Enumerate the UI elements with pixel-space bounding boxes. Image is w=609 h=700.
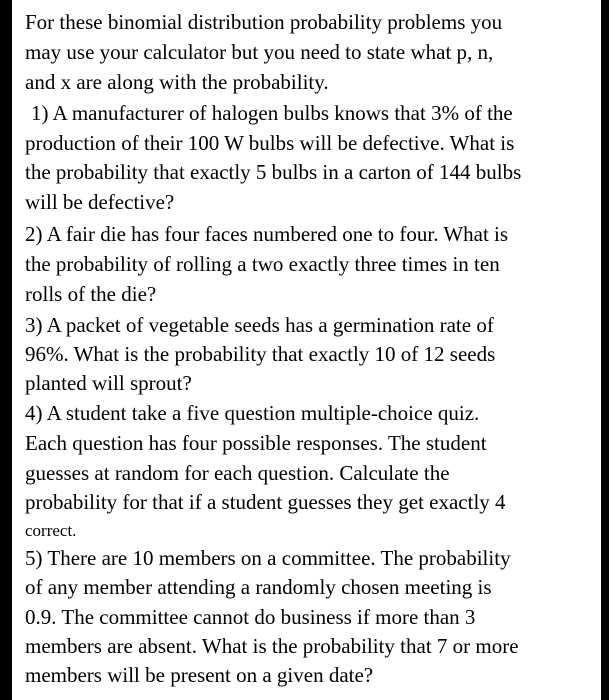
intro-line-2: may use your calculator but you need to state what p, n, bbox=[25, 40, 494, 64]
problem-2-line-3: rolls of the die? bbox=[25, 282, 157, 306]
problem-4-line-3: guesses at random for each question. Calculate the bbox=[25, 461, 450, 485]
problem-5-line-3: 0.9. The committee cannot do business if more than 3 bbox=[25, 605, 476, 629]
problem-5-line-5: members will be present on a given date? bbox=[25, 663, 374, 687]
problem-1-line-4: will be defective? bbox=[25, 190, 175, 214]
intro-line-3: and x are along with the probability. bbox=[25, 70, 329, 94]
problem-5-line-2: of any member attending a randomly chosen meeting is bbox=[25, 575, 492, 599]
problem-1-line-3: the probability that exactly 5 bulbs in a carton of 144 bulbs bbox=[25, 160, 522, 184]
problem-1-line-1: 1) A manufacturer of halogen bulbs knows that 3% of the bbox=[31, 101, 513, 125]
problem-4-line-5: correct. bbox=[25, 521, 77, 540]
problem-4-line-4: probability for that if a student guesses they get exactly 4 bbox=[25, 490, 506, 514]
problem-5-line-1: 5) There are 10 members on a committee. The probability bbox=[25, 546, 511, 570]
problem-4-line-1: 4) A student take a five question multiple-choice quiz. bbox=[25, 401, 480, 425]
problem-3-line-1: 3) A packet of vegetable seeds has a germination rate of bbox=[25, 313, 494, 337]
document-page bbox=[12, 0, 601, 700]
intro-line-1: For these binomial distribution probability problems you bbox=[25, 10, 503, 34]
problem-2-line-1: 2) A fair die has four faces numbered one to four. What is bbox=[25, 222, 509, 246]
problem-3-line-2: 96%. What is the probability that exactly 10 of 12 seeds bbox=[25, 342, 496, 366]
problem-4-line-2: Each question has four possible responses. The student bbox=[25, 431, 487, 455]
problem-1-line-2: production of their 100 W bulbs will be defective. What is bbox=[25, 131, 515, 155]
problem-2-line-2: the probability of rolling a two exactly three times in ten bbox=[25, 252, 500, 276]
problem-3-line-3: planted will sprout? bbox=[25, 371, 192, 395]
problem-5-line-4: members are absent. What is the probability that 7 or more bbox=[25, 634, 519, 658]
